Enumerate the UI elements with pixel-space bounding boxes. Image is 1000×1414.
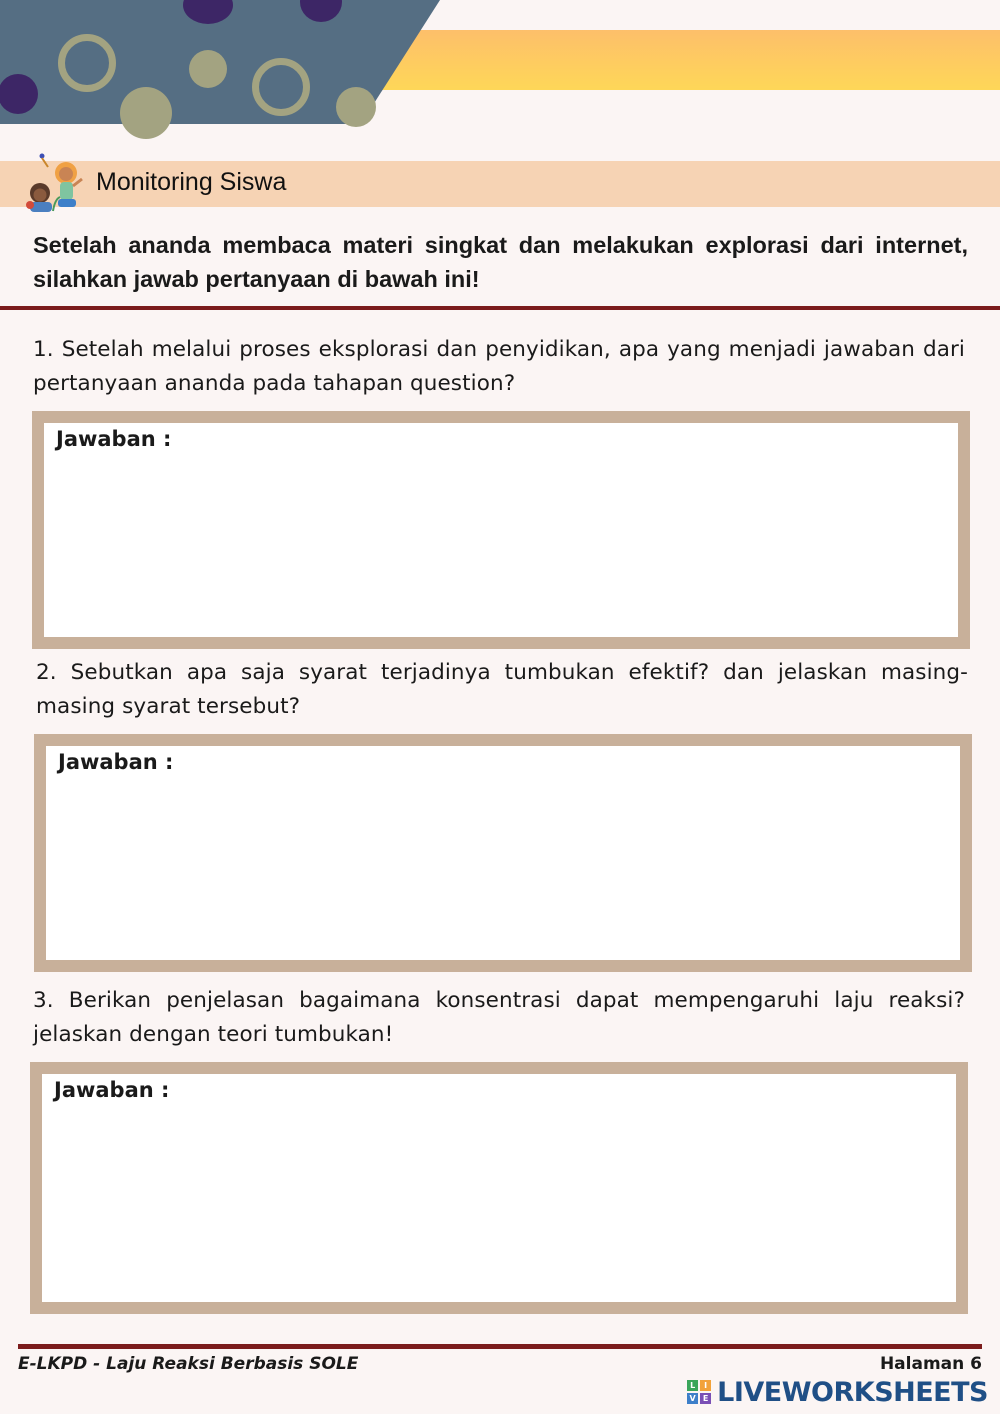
answer-label: Jawaban : <box>56 427 172 451</box>
question-2: 2. Sebutkan apa saja syarat terjadinya tumbukan efektif? dan jelaskan masing-masing syarat tersebut? <box>36 660 968 719</box>
question-3: 3. Berikan penjelasan bagaimana konsentrasi dapat mempengaruhi laju reaksi? jelaskan dengan teori tumbukan! <box>33 988 965 1047</box>
answer-box-3[interactable] <box>30 1062 968 1314</box>
answer-label: Jawaban : <box>58 750 174 774</box>
answer-box-2[interactable] <box>34 734 972 972</box>
brand-name: LIVEWORKSHEETS <box>717 1376 988 1408</box>
brand-logo <box>687 1376 988 1408</box>
header-ring <box>58 34 116 92</box>
header-ring <box>252 58 310 116</box>
header-dot <box>336 87 376 127</box>
children-illustration-icon <box>20 153 92 215</box>
header-dot <box>120 87 172 139</box>
header-decoration <box>0 0 1000 140</box>
section-title: Monitoring Siswa <box>96 168 287 196</box>
footer-page-label: Halaman 6 <box>879 1354 982 1374</box>
question-1: 1. Setelah melalui proses eksplorasi dan penyidikan, apa yang menjadi jawaban dari pertanyaan ananda pada tahapan question? <box>33 337 965 396</box>
divider <box>0 306 1000 310</box>
footer-divider <box>18 1344 982 1349</box>
instruction-text: Setelah ananda membaca materi singkat dan melakukan explorasi dari internet, silahkan jawab pertanyaan di bawah ini! <box>33 232 968 292</box>
header-dot <box>189 50 227 88</box>
answer-label: Jawaban : <box>54 1078 170 1102</box>
liveworksheets-logo-icon: L I V E <box>687 1380 711 1404</box>
header-yellow-band <box>360 30 1000 90</box>
footer-document-title: E-LKPD - Laju Reaksi Berbasis SOLE <box>18 1354 359 1374</box>
answer-box-1[interactable] <box>32 411 970 649</box>
